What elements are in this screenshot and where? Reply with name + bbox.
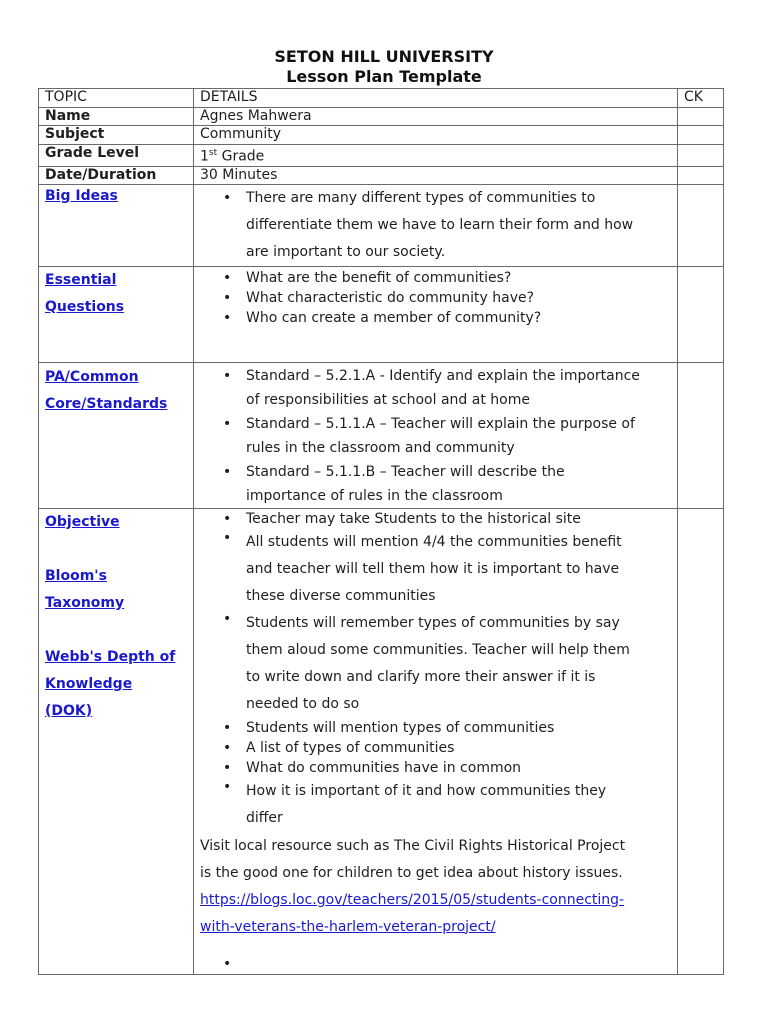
blooms-label-line: Bloom's bbox=[45, 567, 107, 584]
grade-ordinal: st bbox=[208, 148, 218, 158]
table-row bbox=[39, 108, 724, 126]
resource-paragraph bbox=[200, 833, 677, 941]
date-value: 30 Minutes bbox=[194, 166, 678, 184]
standard-text: of responsibilities at school and at home bbox=[246, 391, 530, 408]
subject-label: Subject bbox=[39, 126, 194, 145]
subject-value: Community bbox=[194, 126, 678, 145]
grade-label: Grade Level bbox=[39, 145, 194, 167]
standards-details bbox=[194, 362, 678, 508]
resource-text: Visit local resource such as The Civil Rights Historical Project bbox=[200, 837, 626, 854]
ck-cell bbox=[678, 145, 724, 167]
bullet-icon: • bbox=[223, 529, 232, 546]
ck-cell bbox=[678, 184, 724, 266]
list-item bbox=[200, 460, 677, 508]
date-label: Date/Duration bbox=[39, 166, 194, 184]
bullet-icon: • bbox=[223, 955, 232, 972]
objective-text: All students will mention 4/4 the communities benefit bbox=[246, 533, 622, 550]
bullet-icon: • bbox=[223, 189, 232, 206]
list-item bbox=[200, 412, 677, 460]
list-item bbox=[200, 268, 677, 288]
lesson-plan-table bbox=[38, 88, 724, 975]
webbs-dok-link[interactable] bbox=[45, 644, 193, 725]
grade-value bbox=[194, 145, 678, 167]
url-text: https://blogs.loc.gov/teachers/2015/05/students-connecting- bbox=[200, 891, 625, 908]
big-ideas-line: differentiate them we have to learn their form and how bbox=[246, 216, 634, 233]
header-details: DETAILS bbox=[194, 89, 678, 108]
objective-text: Students will mention types of communities bbox=[246, 719, 555, 736]
header-topic: TOPIC bbox=[39, 89, 194, 108]
essential-label-line: Essential bbox=[45, 271, 117, 288]
webbs-label-line: Webb's Depth of bbox=[45, 648, 176, 665]
list-item bbox=[200, 509, 677, 529]
bullet-icon: • bbox=[223, 510, 232, 527]
name-value: Agnes Mahwera bbox=[194, 108, 678, 126]
ck-cell bbox=[678, 362, 724, 508]
objective-text: Students will remember types of communities by say bbox=[246, 614, 620, 631]
table-row bbox=[39, 126, 724, 145]
resource-url-link[interactable] bbox=[200, 892, 624, 935]
objective-text: A list of types of communities bbox=[246, 739, 455, 756]
question-text: What characteristic do community have? bbox=[246, 289, 535, 306]
objective-details bbox=[194, 508, 678, 974]
standards-cell bbox=[39, 362, 194, 508]
list-item bbox=[200, 778, 677, 832]
bullet-icon: • bbox=[223, 463, 232, 480]
objective-cell bbox=[39, 508, 194, 974]
table-row bbox=[39, 145, 724, 167]
standards-list bbox=[200, 364, 677, 508]
bullet-icon: • bbox=[223, 415, 232, 432]
essential-questions-link[interactable] bbox=[45, 267, 193, 321]
grade-text: Grade bbox=[217, 148, 265, 165]
list-item bbox=[200, 364, 677, 412]
list-item bbox=[200, 610, 677, 718]
name-label: Name bbox=[39, 108, 194, 126]
objective-text: them aloud some communities. Teacher will help them bbox=[246, 641, 630, 658]
list-item bbox=[200, 954, 677, 974]
grade-number: 1 bbox=[200, 148, 209, 165]
objective-list bbox=[200, 509, 677, 832]
webbs-label-line: Knowledge bbox=[45, 675, 133, 692]
big-ideas-line: There are many different types of communities to bbox=[246, 189, 596, 206]
list-item bbox=[200, 758, 677, 778]
big-ideas-line: are important to our society. bbox=[246, 243, 446, 260]
table-row bbox=[39, 362, 724, 508]
list-item bbox=[200, 308, 677, 328]
big-ideas-cell bbox=[39, 184, 194, 266]
university-title: SETON HILL UNIVERSITY bbox=[274, 47, 494, 66]
objective-text: needed to do so bbox=[246, 695, 360, 712]
ck-cell bbox=[678, 126, 724, 145]
empty-bullet-list bbox=[200, 954, 677, 974]
bullet-icon: • bbox=[223, 269, 232, 286]
standard-text: Standard – 5.1.1.A – Teacher will explain the purpose of bbox=[246, 415, 635, 432]
standard-text: rules in the classroom and community bbox=[246, 439, 515, 456]
bullet-icon: • bbox=[223, 778, 232, 795]
list-item bbox=[200, 288, 677, 308]
table-row bbox=[39, 166, 724, 184]
bullet-icon: • bbox=[223, 367, 232, 384]
essential-questions-cell bbox=[39, 266, 194, 362]
header-ck: CK bbox=[678, 89, 724, 108]
essential-label-line: Questions bbox=[45, 298, 125, 315]
list-item bbox=[200, 529, 677, 610]
objective-text: and teacher will tell them how it is important to have bbox=[246, 560, 620, 577]
bullet-icon: • bbox=[223, 739, 232, 756]
bullet-icon: • bbox=[223, 309, 232, 326]
list-item bbox=[200, 185, 677, 266]
url-text: with-veterans-the-harlem-veteran-project/ bbox=[200, 918, 496, 935]
bullet-icon: • bbox=[223, 289, 232, 306]
standard-text: Standard – 5.1.1.B – Teacher will describe the bbox=[246, 463, 565, 480]
objective-text: differ bbox=[246, 809, 283, 826]
objective-text: What do communities have in common bbox=[246, 759, 522, 776]
objective-text: How it is important of it and how communities they bbox=[246, 782, 607, 799]
bullet-icon: • bbox=[223, 719, 232, 736]
objective-text: Teacher may take Students to the historical site bbox=[246, 510, 581, 527]
ck-cell bbox=[678, 266, 724, 362]
blooms-label-line: Taxonomy bbox=[45, 594, 125, 611]
essential-questions-details bbox=[194, 266, 678, 362]
objective-text: these diverse communities bbox=[246, 587, 436, 604]
objective-text: to write down and clarify more their answer if it is bbox=[246, 668, 596, 685]
question-text: What are the benefit of communities? bbox=[246, 269, 512, 286]
list-item bbox=[200, 718, 677, 738]
table-row bbox=[39, 184, 724, 266]
essential-questions-list bbox=[200, 268, 677, 328]
big-ideas-list bbox=[200, 185, 677, 266]
objective-link[interactable]: Objective bbox=[45, 513, 120, 530]
standard-text: importance of rules in the classroom bbox=[246, 487, 503, 504]
standards-label-line: PA/Common bbox=[45, 368, 139, 385]
list-item bbox=[200, 738, 677, 758]
ck-cell bbox=[678, 508, 724, 974]
resource-text: is the good one for children to get idea about history issues. bbox=[200, 864, 623, 881]
bullet-icon: • bbox=[223, 759, 232, 776]
standards-link[interactable] bbox=[45, 364, 193, 418]
bullet-icon: • bbox=[223, 610, 232, 627]
standards-label-line: Core/Standards bbox=[45, 395, 168, 412]
blooms-taxonomy-link[interactable] bbox=[45, 563, 193, 617]
standard-text: Standard – 5.2.1.A - Identify and explain the importance bbox=[246, 367, 640, 384]
ck-cell bbox=[678, 108, 724, 126]
webbs-label-line: (DOK) bbox=[45, 702, 93, 719]
template-title: Lesson Plan Template bbox=[286, 67, 482, 86]
big-ideas-link[interactable]: Big Ideas bbox=[45, 187, 118, 204]
big-ideas-details bbox=[194, 184, 678, 266]
question-text: Who can create a member of community? bbox=[246, 309, 542, 326]
table-row bbox=[39, 508, 724, 974]
ck-cell bbox=[678, 166, 724, 184]
table-header-row bbox=[39, 89, 724, 108]
table-row bbox=[39, 266, 724, 362]
